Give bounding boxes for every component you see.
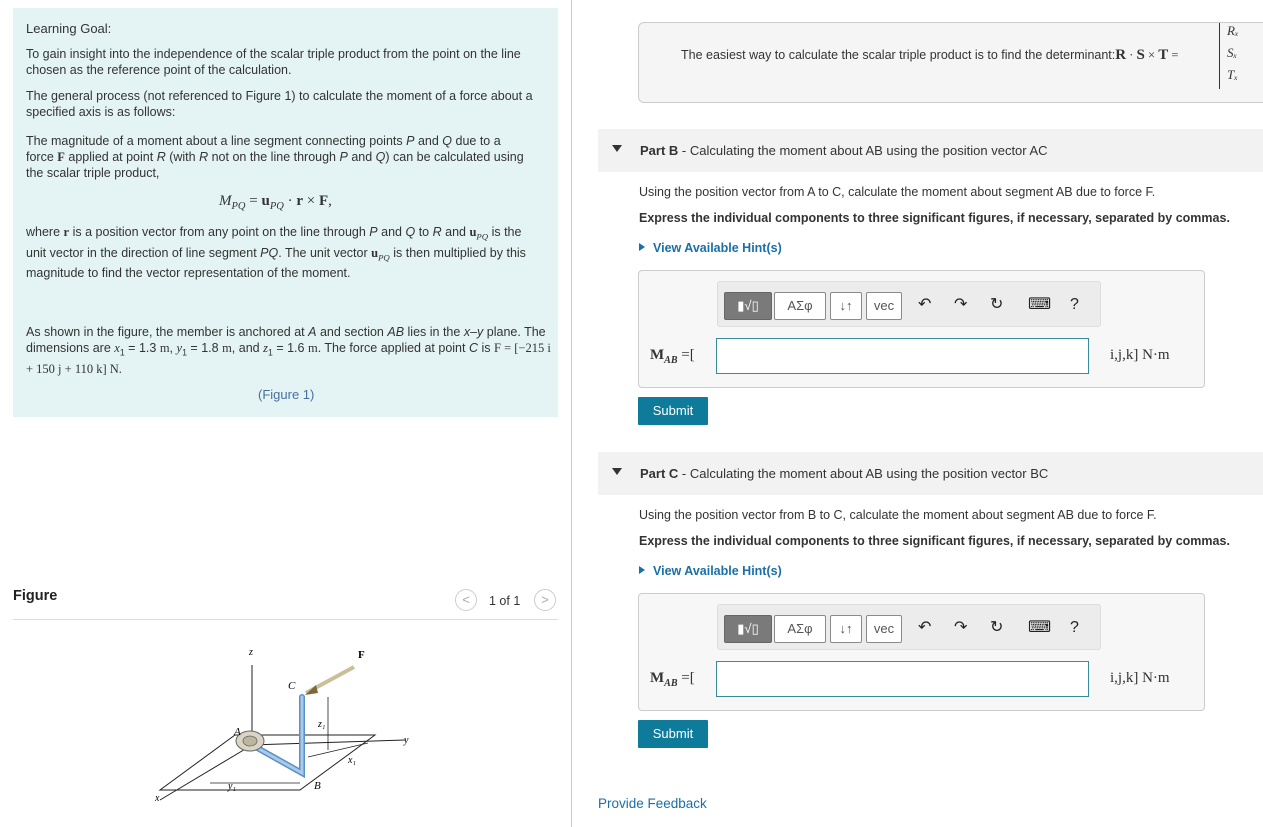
part-b-instruction: Express the individual components to three significant figures, if necessary, separated by commas. — [639, 211, 1230, 225]
templates-button[interactable]: ▮√▯ — [724, 615, 772, 643]
greek-button[interactable]: ΑΣφ — [774, 615, 826, 643]
learning-goal-text: To gain insight into the independence of the scalar triple product from the point on the line chosen as the reference point of the calculation. — [26, 47, 521, 77]
vec-button[interactable]: vec — [866, 292, 902, 320]
expand-triangle-icon — [639, 566, 645, 574]
next-figure-button[interactable]: > — [534, 589, 556, 611]
part-b-answer-area — [638, 270, 1205, 388]
learning-goal-title: Learning Goal: — [26, 21, 112, 36]
process-text: The general process (not referenced to Figure 1) to calculate the moment of a force about a specified axis is as follows: — [26, 89, 533, 119]
part-c-answer-input[interactable] — [716, 661, 1089, 697]
matrix-row-2: Sₓ — [1227, 45, 1238, 60]
keyboard-icon[interactable]: ⌨ — [1028, 296, 1052, 313]
part-b-header[interactable]: Part B - Calculating the moment about AB using the position vector AC — [598, 129, 1263, 172]
collapse-caret-icon — [612, 468, 622, 475]
part-c-answer-area — [638, 593, 1205, 711]
part-b-answer-label: $M_{AB}$ =[ — [650, 347, 695, 366]
undo-icon[interactable]: ↶ — [918, 619, 932, 636]
greek-button[interactable]: ΑΣφ — [774, 292, 826, 320]
collapse-caret-icon — [612, 145, 622, 152]
label-f: F — [358, 649, 365, 661]
provide-feedback-link[interactable]: Provide Feedback — [598, 796, 707, 811]
part-c-label: Part C — [640, 466, 679, 481]
part-b-prompt: Using the position vector from A to C, calculate the moment about segment AB due to force F. — [639, 185, 1156, 199]
label-c: C — [288, 680, 296, 692]
label-z: z — [249, 647, 253, 658]
column-divider — [571, 0, 572, 827]
undo-icon[interactable]: ↶ — [918, 296, 932, 313]
matrix-row-1: Rₓ — [1227, 23, 1239, 38]
part-c-answer-label: $M_{AB}$ =[ — [650, 670, 695, 689]
part-c-units: i,j,k] N·m — [1110, 670, 1170, 686]
reset-icon[interactable]: ↻ — [990, 619, 1004, 636]
part-b-units: i,j,k] N·m — [1110, 347, 1170, 363]
part-c-header[interactable]: Part C - Calculating the moment about AB using the position vector BC — [598, 452, 1263, 495]
part-c-hint-link[interactable]: View Available Hint(s) — [639, 564, 782, 578]
part-b-label: Part B — [640, 143, 679, 158]
part-b-hint-link[interactable]: View Available Hint(s) — [639, 241, 782, 255]
subscript-button[interactable]: ↓↑ — [830, 615, 862, 643]
label-x1: x₁ — [348, 755, 356, 766]
keyboard-icon[interactable]: ⌨ — [1028, 619, 1052, 636]
determinant-matrix — [1219, 23, 1263, 89]
templates-button[interactable]: ▮√▯ — [724, 292, 772, 320]
redo-icon[interactable]: ↷ — [954, 296, 968, 313]
part-c-instruction: Express the individual components to three significant figures, if necessary, separated by commas. — [639, 534, 1230, 548]
vec-button[interactable]: vec — [866, 615, 902, 643]
label-z1: z₁ — [318, 719, 326, 730]
label-y: y — [404, 735, 409, 746]
reset-icon[interactable]: ↻ — [990, 296, 1004, 313]
part-c-submit-button[interactable]: Submit — [638, 720, 708, 748]
determinant-text: The easiest way to calculate the scalar triple product is to find the determinant:R · S × T = — [681, 47, 1179, 63]
where-description: where r is a position vector from any point on the line through P and Q to R and $u_{PQ}$ is the unit vector in the direction of line segment PQ. The unit vector $u_{PQ}$ is then multiplied by this magnitude to find the vector representation of the moment. — [26, 225, 526, 280]
expand-triangle-icon — [639, 243, 645, 251]
part-b-answer-input[interactable] — [716, 338, 1089, 374]
part-c-prompt: Using the position vector from B to C, calculate the moment about segment AB due to force F. — [639, 508, 1157, 522]
label-a: A — [234, 726, 241, 738]
label-x: x — [155, 793, 160, 804]
matrix-row-3: Tₓ — [1227, 67, 1238, 82]
help-icon[interactable]: ? — [1070, 619, 1079, 636]
part-b-submit-button[interactable]: Submit — [638, 397, 708, 425]
figure-description: As shown in the figure, the member is anchored at A and section AB lies in the x–y plane. The dimensions are $x_1 = 1.3$ m, $y_1 = 1.8$ m, and $z_1 = 1.6$ m. The force applied at point C is F = [−215 i + 150 j + 110 k] N. — [26, 325, 551, 376]
figure-diagram — [140, 635, 420, 815]
part-b-title: Calculating the moment about AB using the position vector AC — [689, 143, 1048, 158]
learning-goal-panel — [13, 8, 558, 417]
moment-description: The magnitude of a moment about a line segment connecting points P and Q due to a force F applied at point R (with R not on the line through P and Q) can be calculated using the scalar triple product, — [26, 134, 524, 180]
figure-title: Figure — [13, 588, 58, 604]
redo-icon[interactable]: ↷ — [954, 619, 968, 636]
part-c-math-toolbar — [717, 604, 1101, 650]
part-c-title: Calculating the moment about AB using the position vector BC — [689, 466, 1049, 481]
figure-link[interactable]: (Figure 1) — [258, 387, 315, 402]
prev-figure-button[interactable]: < — [455, 589, 477, 611]
figure-pager: 1 of 1 — [489, 594, 521, 608]
figure-divider — [13, 619, 558, 620]
scalar-triple-equation: $M_{PQ} = u_{PQ} \cdot r \times F$, — [219, 193, 332, 212]
subscript-button[interactable]: ↓↑ — [830, 292, 862, 320]
determinant-hint-box — [638, 22, 1263, 103]
part-b-math-toolbar — [717, 281, 1101, 327]
label-b: B — [314, 780, 321, 792]
force-value: F = [−215 i + 150 j + 110 k] N. — [26, 341, 551, 376]
help-icon[interactable]: ? — [1070, 296, 1079, 313]
label-y1: y₁ — [228, 781, 236, 792]
